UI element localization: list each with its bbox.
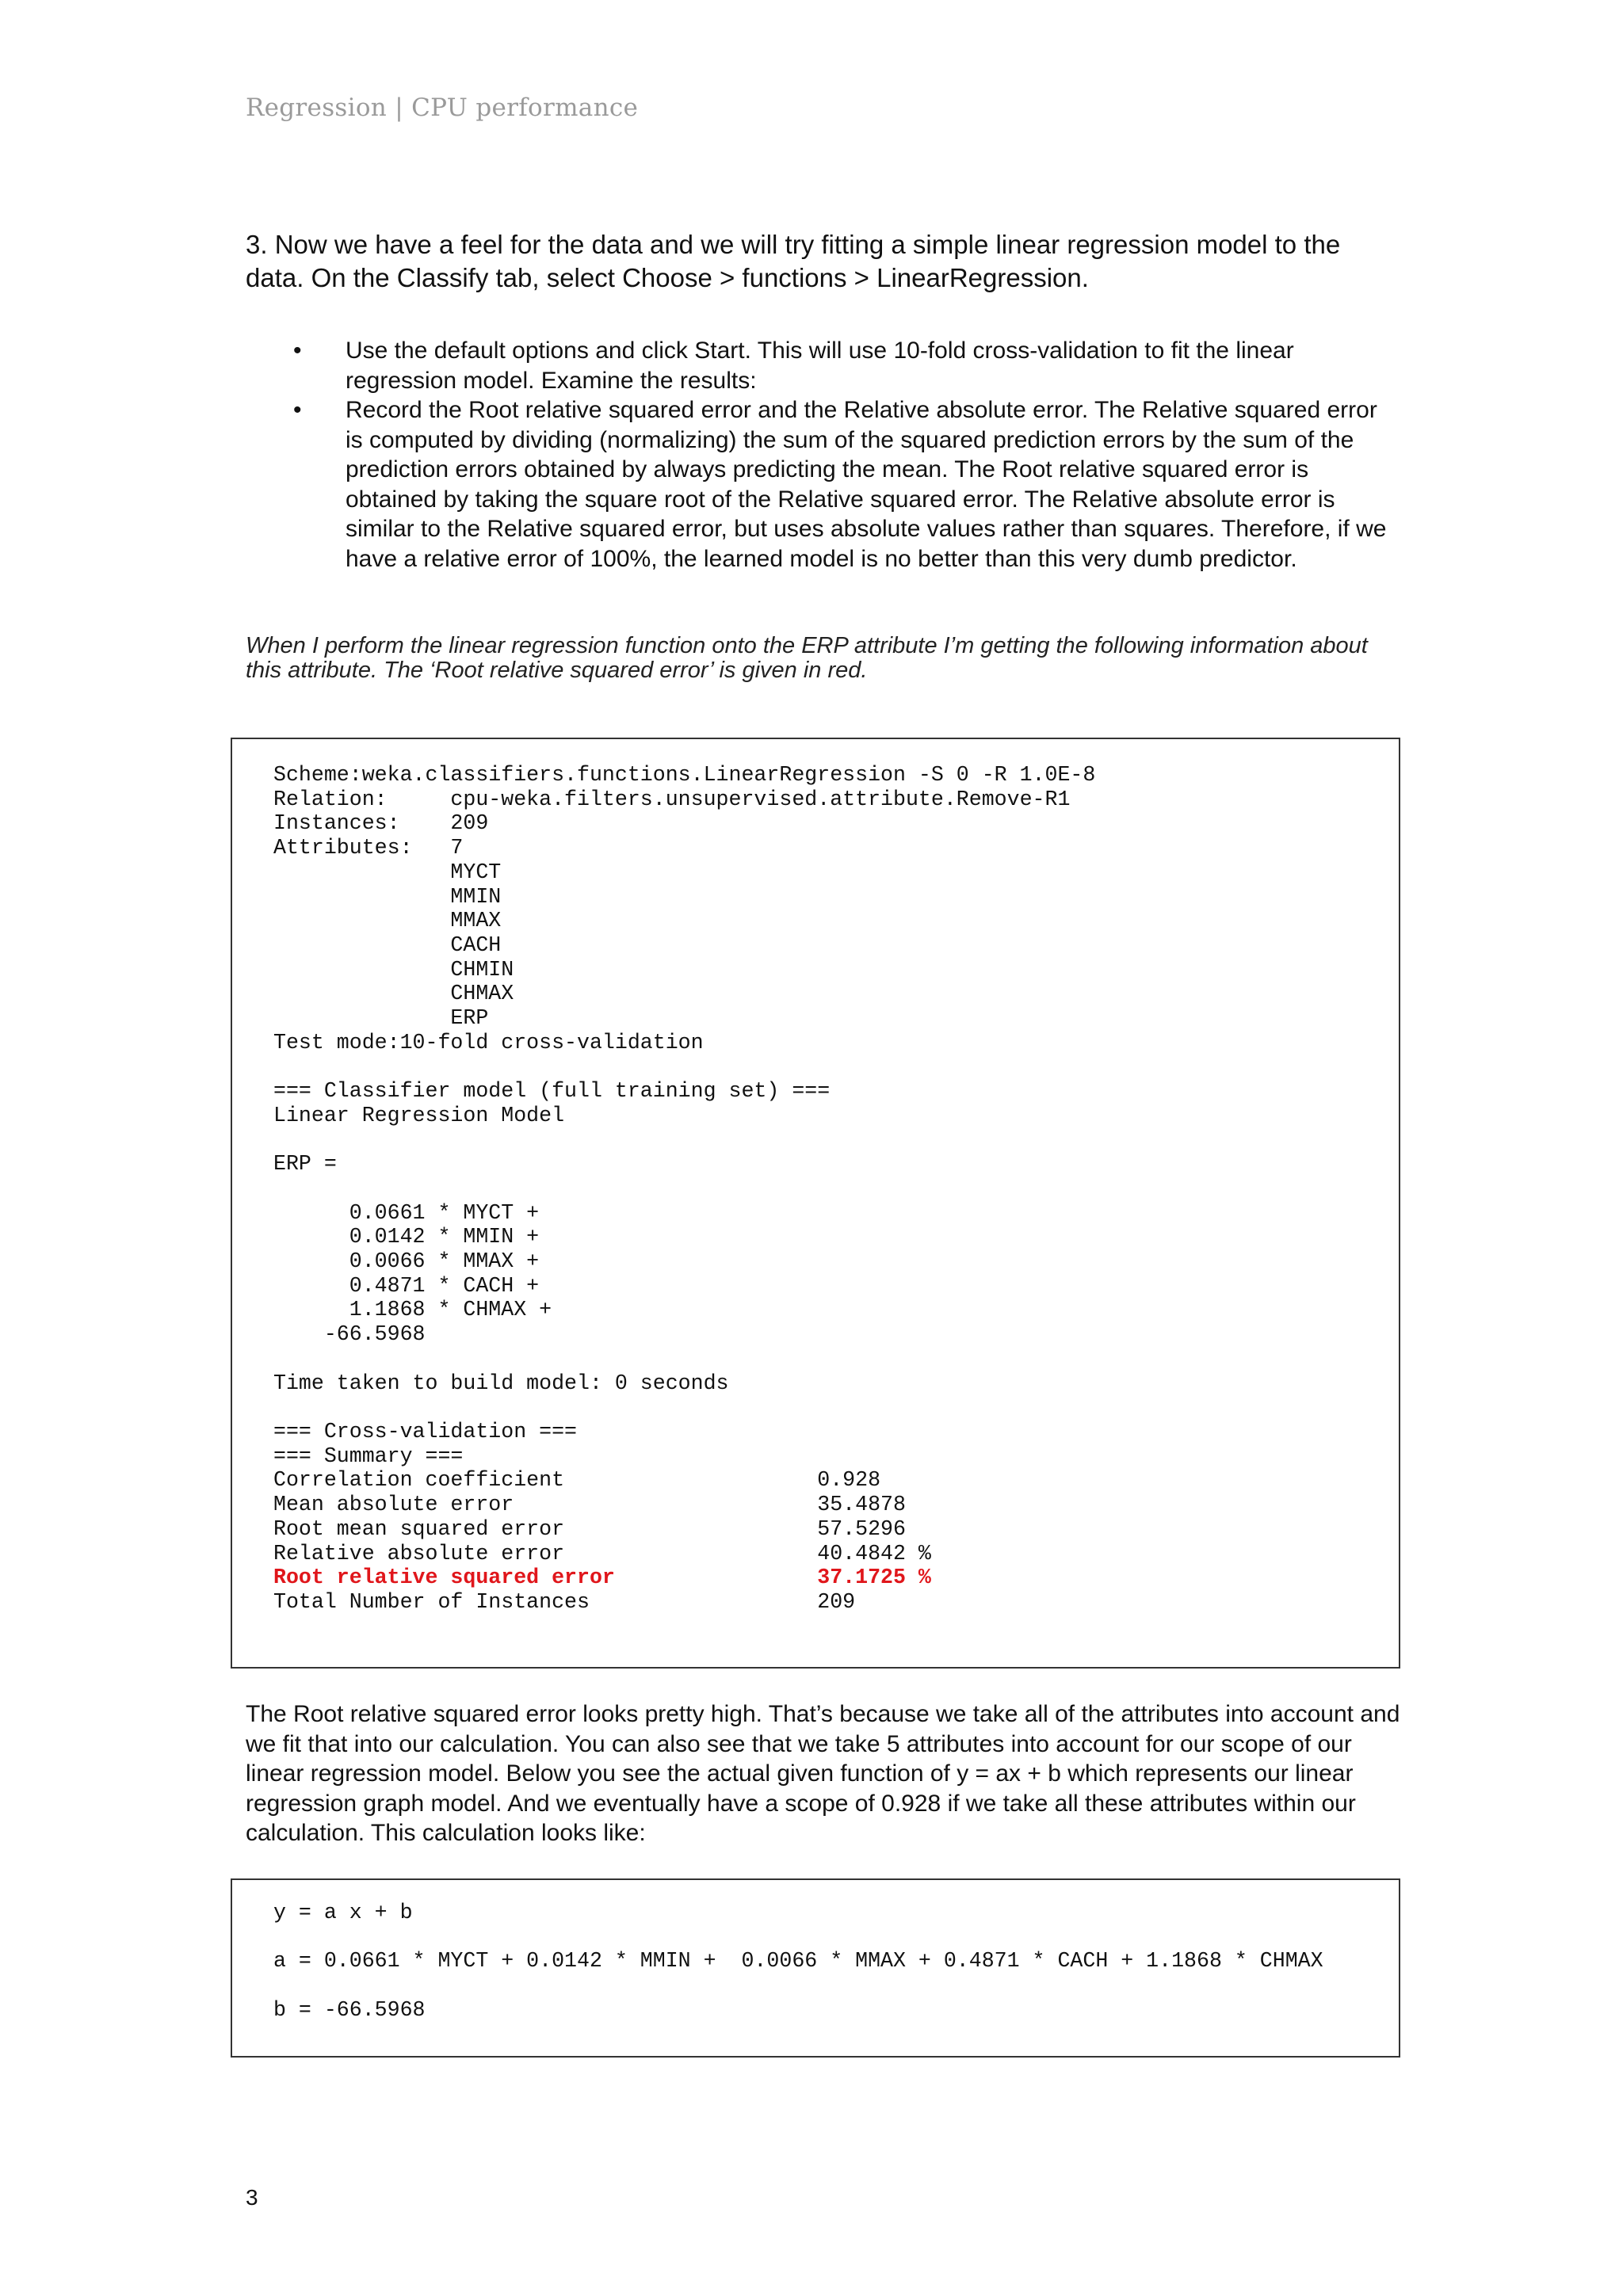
stat-value: 37.1725 % bbox=[817, 1566, 931, 1590]
stat-label: Relative absolute error bbox=[273, 1541, 818, 1566]
formula-line: y = a x + b bbox=[273, 1901, 413, 1924]
formula-line: a = 0.0661 * MYCT + 0.0142 * MMIN + 0.0066 * MMAX + 0.4871 * CACH + 1.1868 * CHMAX bbox=[273, 1949, 1323, 1974]
stat-value: 35.4878 bbox=[817, 1493, 906, 1517]
list-item-text: Use the default options and click Start. This will use 10-fold cross-validation to fit the linear regression model. Examine the results: bbox=[346, 338, 1294, 394]
page-number: 3 bbox=[246, 2185, 258, 2210]
formula-box bbox=[231, 1878, 1400, 2058]
bullet-icon: • bbox=[293, 338, 302, 364]
formula-code bbox=[273, 1901, 1323, 2023]
stat-value: 57.5296 bbox=[817, 1516, 906, 1541]
weka-output-text: Scheme:weka.classifiers.functions.LinearRegression -S 0 -R 1.0E-8 Relation: cpu-weka.filters.unsupervised.attribute.Remove-R1 Instances: 209 Attributes: 7 MYCT MMIN MMAX CACH CHMIN CHMAX ERP Test mode:10-fold cross-validation === Classifier model (full training set) === Linear Regression Model ERP = 0.0661 * MYCT + 0.0142 * MMIN + 0.0066 * MMAX + 0.4871 * CACH + 1.1868 * CHMAX + -66.5968 Time taken to build model: 0 seconds === Cross-validation === === Summary === bbox=[273, 763, 1096, 1468]
stat-label: Total Number of Instances bbox=[273, 1589, 818, 1614]
stat-label: Root relative squared error bbox=[273, 1566, 818, 1590]
stat-row bbox=[273, 1517, 1095, 1542]
stat-row bbox=[273, 1542, 1095, 1566]
stat-row-highlighted bbox=[273, 1566, 1095, 1590]
stat-row bbox=[273, 1590, 1095, 1615]
stat-label: Correlation coefficient bbox=[273, 1468, 818, 1493]
stat-value: 209 bbox=[817, 1589, 856, 1614]
weka-output-box bbox=[231, 738, 1400, 1669]
explanation-paragraph: The Root relative squared error looks pretty high. That’s because we take all of the attributes into account and we fit that into our calculation. You can also see that we take 5 attributes into account for our scope of our linear regression model. Below you see the actual given function of y = ax + b which represents our linear regression graph model. And we eventually have a scope of 0.928 if we take all these attributes within our calculation. This calculation looks like: bbox=[246, 1701, 1400, 1846]
weka-output-code bbox=[273, 763, 1095, 1615]
bullet-icon: • bbox=[293, 397, 302, 423]
page-header: Regression | CPU performance bbox=[246, 93, 639, 122]
instruction-list bbox=[293, 336, 1387, 574]
intro-paragraph: 3. Now we have a feel for the data and we will try fitting a simple linear regression model to the data. On the Classify tab, select Choose > functions > LinearRegression. bbox=[246, 230, 1341, 292]
stat-label: Mean absolute error bbox=[273, 1493, 818, 1517]
stat-row bbox=[273, 1493, 1095, 1517]
list-item bbox=[293, 336, 1387, 395]
formula-line: b = -66.5968 bbox=[273, 1997, 426, 2022]
stat-label: Root mean squared error bbox=[273, 1516, 818, 1541]
stat-value: 40.4842 % bbox=[817, 1541, 931, 1566]
stat-value: 0.928 bbox=[817, 1468, 881, 1493]
list-item bbox=[293, 395, 1387, 574]
stat-row bbox=[273, 1468, 1095, 1493]
list-item-text: Record the Root relative squared error and the Relative absolute error. The Relative squared error is computed by dividing (normalizing) the sum of the squared prediction errors by the sum of the prediction errors obtained by always predicting the mean. The Root relative squared error is obtained by taking the square root of the Relative squared error. The Relative absolute error is similar to the Relative squared error, but uses absolute values rather than squares. Therefore, if we have a relative error of 100%, the learned model is no better than this very dumb predictor. bbox=[346, 397, 1387, 572]
italic-note: When I perform the linear regression function onto the ERP attribute I’m getting the following information about this attribute. The ‘Root relative squared error’ is given in red. bbox=[246, 633, 1368, 683]
